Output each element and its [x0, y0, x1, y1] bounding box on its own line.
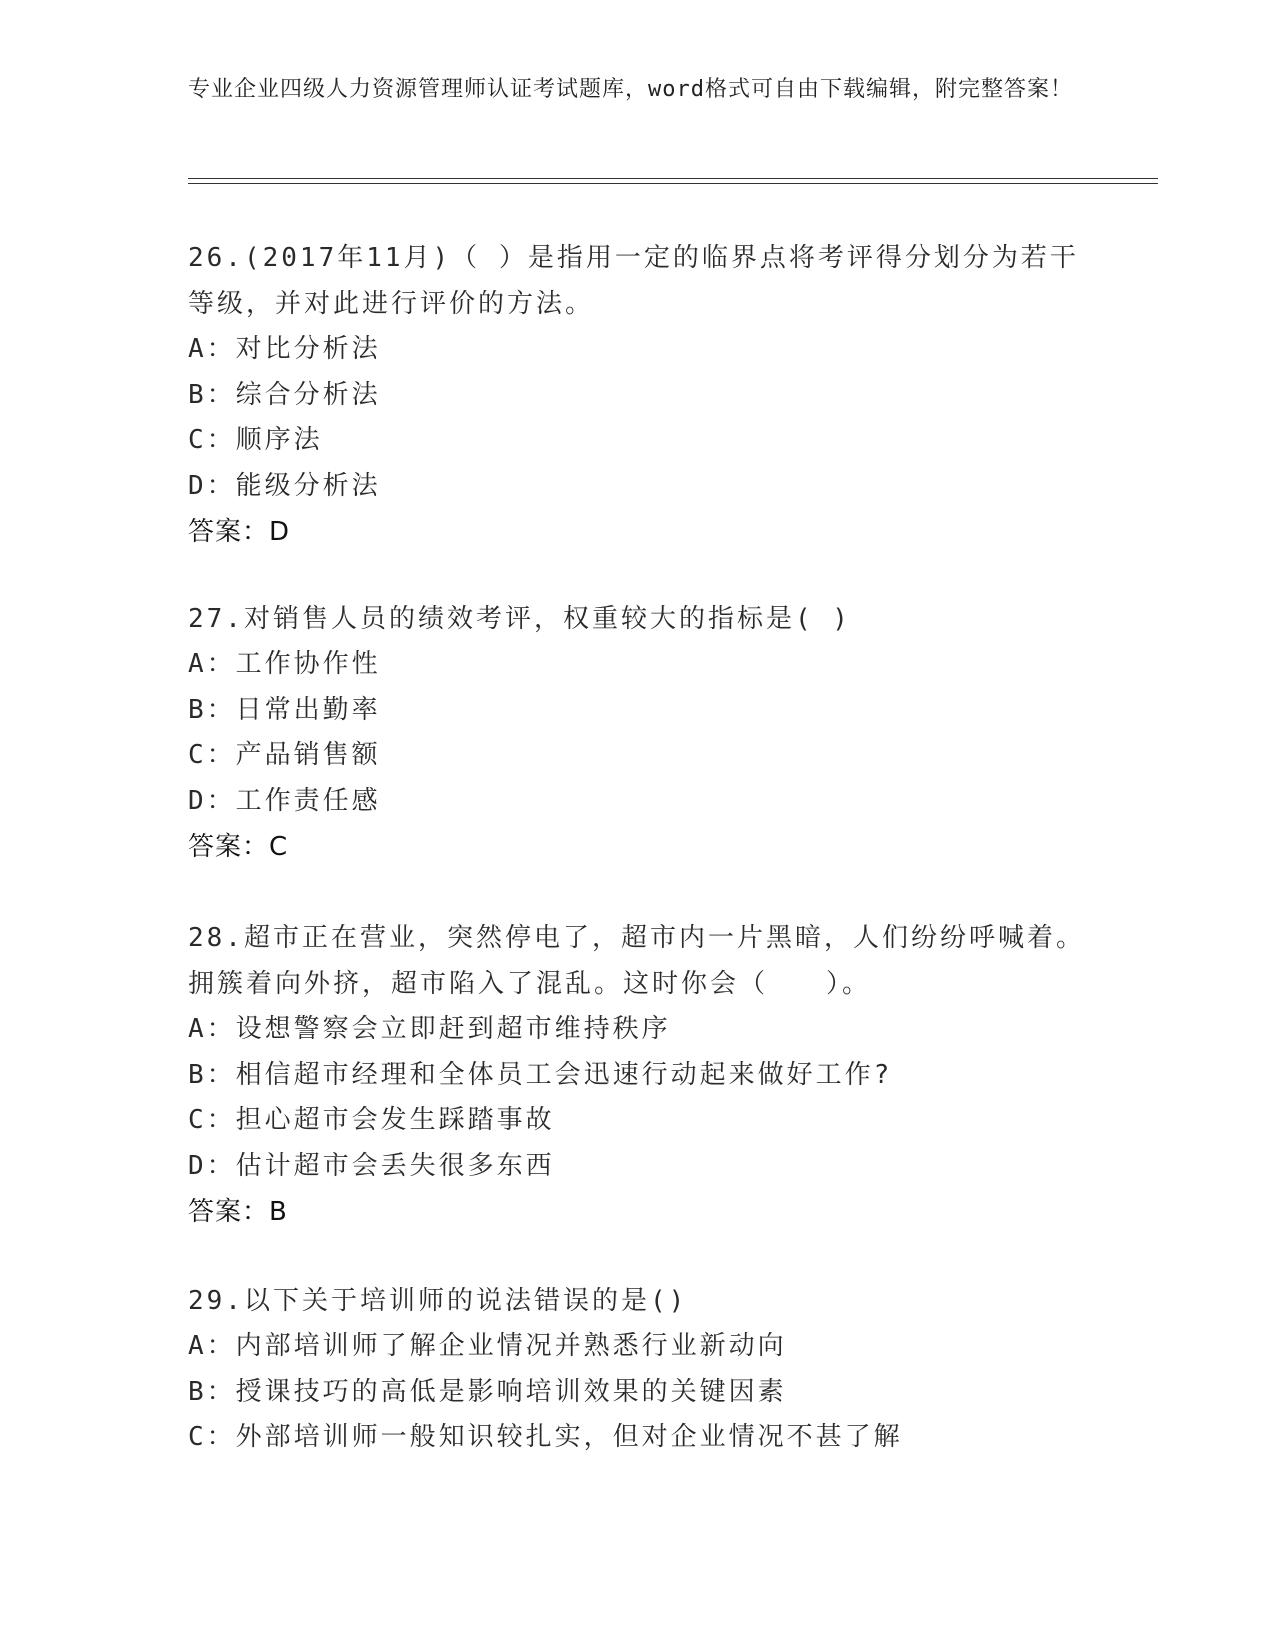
answer-label: 答案：B: [188, 1197, 288, 1227]
question-text: 28.超市正在营业，突然停电了，超市内一片黑暗，人们纷纷呼喊着。拥簇着向外挤，超市陷入了混乱。这时你会（ ）。: [188, 923, 1085, 999]
option-a: A：内部培训师了解企业情况并熟悉行业新动向: [188, 1331, 787, 1361]
option-a: A：设想警察会立即赶到超市维持秩序: [188, 1014, 671, 1044]
question-text: 27.对销售人员的绩效考评，权重较大的指标是( ): [188, 604, 851, 634]
option-c: C：担心超市会发生踩踏事故: [188, 1105, 555, 1135]
question-28: [188, 915, 1088, 1235]
answer-label: 答案：C: [188, 832, 289, 862]
document-header: 专业企业四级人力资源管理师认证考试题库，word格式可自由下载编辑，附完整答案！: [188, 77, 1073, 102]
option-c: C：顺序法: [188, 425, 323, 455]
answer-label: 答案：D: [188, 517, 291, 547]
question-27: [188, 596, 1088, 870]
question-text: 26.(2017年11月)（ ）是指用一定的临界点将考评得分划分为若干等级，并对此进行评价的方法。: [188, 243, 1079, 319]
option-a: A：对比分析法: [188, 334, 381, 364]
question-29: [188, 1278, 1088, 1461]
option-b: B：日常出勤率: [188, 694, 381, 725]
question-26: [188, 235, 1088, 555]
option-d: D：能级分析法: [188, 470, 381, 501]
option-b: B：综合分析法: [188, 379, 381, 410]
option-d: D：估计超市会丢失很多东西: [188, 1150, 555, 1181]
header-divider-top: [188, 178, 1158, 179]
option-c: C：产品销售额: [188, 740, 381, 770]
option-a: A：工作协作性: [188, 649, 381, 679]
option-d: D：工作责任感: [188, 785, 381, 816]
header-divider-bottom: [188, 183, 1158, 184]
option-b: B：相信超市经理和全体员工会迅速行动起来做好工作?: [188, 1059, 893, 1090]
option-b: B：授课技巧的高低是影响培训效果的关键因素: [188, 1376, 787, 1407]
question-text: 29.以下关于培训师的说法错误的是(): [188, 1286, 688, 1316]
option-c: C：外部培训师一般知识较扎实，但对企业情况不甚了解: [188, 1422, 903, 1452]
